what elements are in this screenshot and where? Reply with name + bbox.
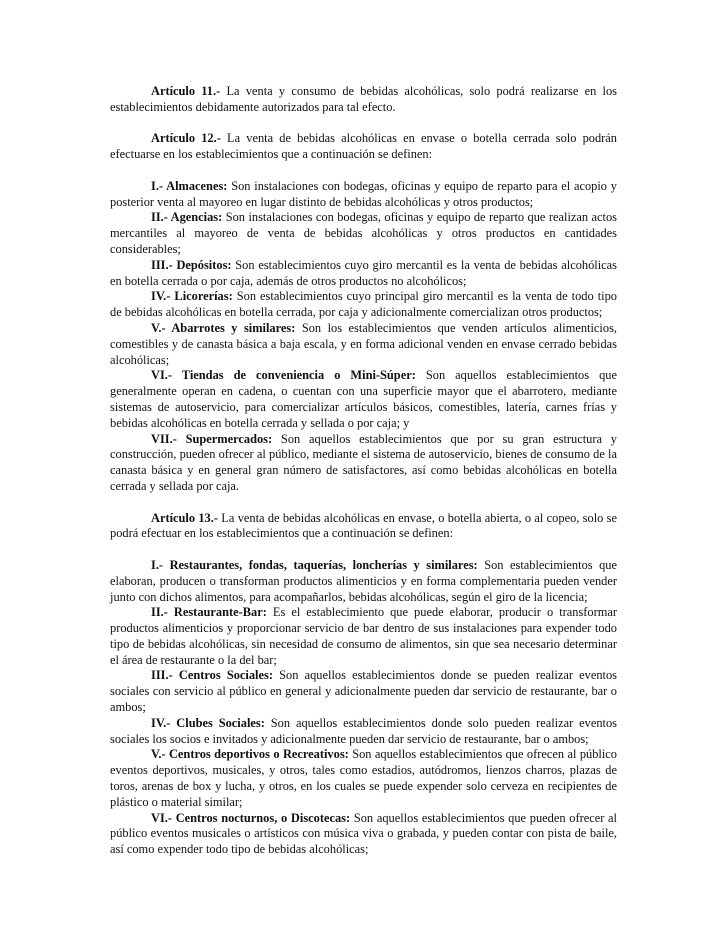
list-item [110,716,617,748]
item-text: Son aquellos establecimientos donde se pueden realizar eventos sociales con servicio al público en general y adicionalmente pueden dar servicio de restaurante, bar o ambos; [110,668,617,715]
list-item [110,210,617,257]
article-heading: Artículo 13.- [151,510,218,525]
item-text: Son aquellos establecimientos que ofrecen al público eventos deportivos, musicales, y otros, tales como estadios, autódromos, lienzos charros, plazas de toros, arenas de box y lucha, y otros, en los cuales se puede expender solo cerveza en recipientes de plástico o material similar; [110,747,617,809]
article-11 [110,84,617,116]
document-page [110,84,617,858]
item-text: Son aquellos establecimientos donde solo pueden realizar eventos sociales los socios e invitados y adicionalmente pueden dar servicio de restaurante, bar o ambos; [110,715,618,746]
item-text: Son aquellos establecimientos que generalmente operan en cadena, o cuentan con una superficie mayor que el abarrotero, mediante sistemas de autoservicio, para comercializar artículos básicos, comestibles, latería, carnes frías y bebidas alcohólicas en botella cerrada y sellada o por caja; y [110,368,617,430]
paragraph-gap [110,116,617,132]
item-text: Son los establecimientos que venden artículos alimenticios, comestibles y de canasta básica a baja escala, y en forma adicional venden en envase cerrado bebidas alcohólicas; [110,320,617,367]
paragraph-gap [110,163,617,179]
list-item [110,432,617,495]
list-item [110,368,617,431]
item-term: I.- Almacenes: [151,178,228,193]
item-text: Son establecimientos que elaboran, producen o transforman productos alimenticios y en forma complementaria pueden vender junto con dichos alimentos, para acompañarlos, bebidas alcohólicas, según el giro de la licencia; [110,557,618,604]
item-text: Son aquellos establecimientos que por su gran estructura y construcción, pueden ofrecer al público, mediante el sistema de autoservicio, bienes de consumo de la canasta básica y en general gran número de satisfactores, así como bebidas alcohólicas en botella cerrada y sellada por caja. [110,431,617,493]
list-item [110,179,617,211]
list-item [110,747,617,810]
article-13 [110,511,617,543]
item-term: V.- Centros deportivos o Recreativos: [151,747,349,762]
item-text: Son establecimientos cuyo principal giro mercantil es la venta de todo tipo de bebidas alcohólicas en botella cerrada, por caja y adicionalmente comercializan otros productos; [110,289,617,320]
item-term: VI.- Tiendas de conveniencia o Mini-Súper: [151,368,416,383]
paragraph-gap [110,542,617,558]
list-item [110,321,617,368]
item-term: III.- Depósitos: [151,257,232,272]
list-item [110,668,617,715]
item-term: I.- Restaurantes, fondas, taquerías, loncherías y similares: [151,557,478,572]
item-text: Son instalaciones con bodegas, oficinas y equipo de reparto que realizan actos mercantiles al mayoreo de venta de bebidas alcohólicas y otros productos en cantidades considerables; [110,210,617,256]
list-item [110,605,617,668]
item-text: Son aquellos establecimientos que pueden ofrecer al público eventos musicales o artísticos con música viva o grabada, y pueden contar con pista de baile, así como expender todo tipo de bebidas alcohólicas; [110,810,618,857]
item-term: IV.- Clubes Sociales: [151,715,265,730]
article-12 [110,131,617,163]
item-term: II.- Agencias: [151,210,223,225]
article-heading: Artículo 12.- [151,131,221,146]
list-item [110,558,617,605]
item-term: VI.- Centros nocturnos, o Discotecas: [151,810,351,825]
list-item [110,289,617,321]
item-term: II.- Restaurante-Bar: [151,605,267,620]
item-text: Son instalaciones con bodegas, oficinas y equipo de reparto para el acopio y posterior venta al mayoreo en lugar distinto de bebidas alcohólicas y otros productos; [110,178,617,209]
article-text: La venta de bebidas alcohólicas en envase o botella cerrada solo podrán efectuarse en los establecimientos que a continuación se definen: [110,131,617,162]
article-text: La venta de bebidas alcohólicas en envase, o botella abierta, o al copeo, solo se podrá efectuar en los establecimientos que a continuación se definen: [110,510,617,541]
item-text: Son establecimientos cuyo giro mercantil es la venta de bebidas alcohólicas en botella cerrada o por caja, además de otros productos no alcohólicos; [110,257,618,288]
item-term: VII.- Supermercados: [151,431,273,446]
item-text: Es el establecimiento que puede elaborar, producir o transformar productos alimenticios y proporcionar servicio de bar dentro de sus instalaciones para expender todo tipo de bebidas alcohólicas, sin necesidad de consumo de alimentos, sin que sea necesario determinar el área de restaurante o la del bar; [110,605,617,667]
item-term: III.- Centros Sociales: [151,668,273,683]
item-term: V.- Abarrotes y similares: [151,320,296,335]
paragraph-gap [110,495,617,511]
list-item [110,811,617,858]
item-term: IV.- Licorerías: [151,289,233,304]
article-text: La venta y consumo de bebidas alcohólicas, solo podrá realizarse en los establecimientos debidamente autorizados para tal efecto. [110,84,617,114]
article-heading: Artículo 11.- [151,84,221,98]
list-item [110,258,617,290]
